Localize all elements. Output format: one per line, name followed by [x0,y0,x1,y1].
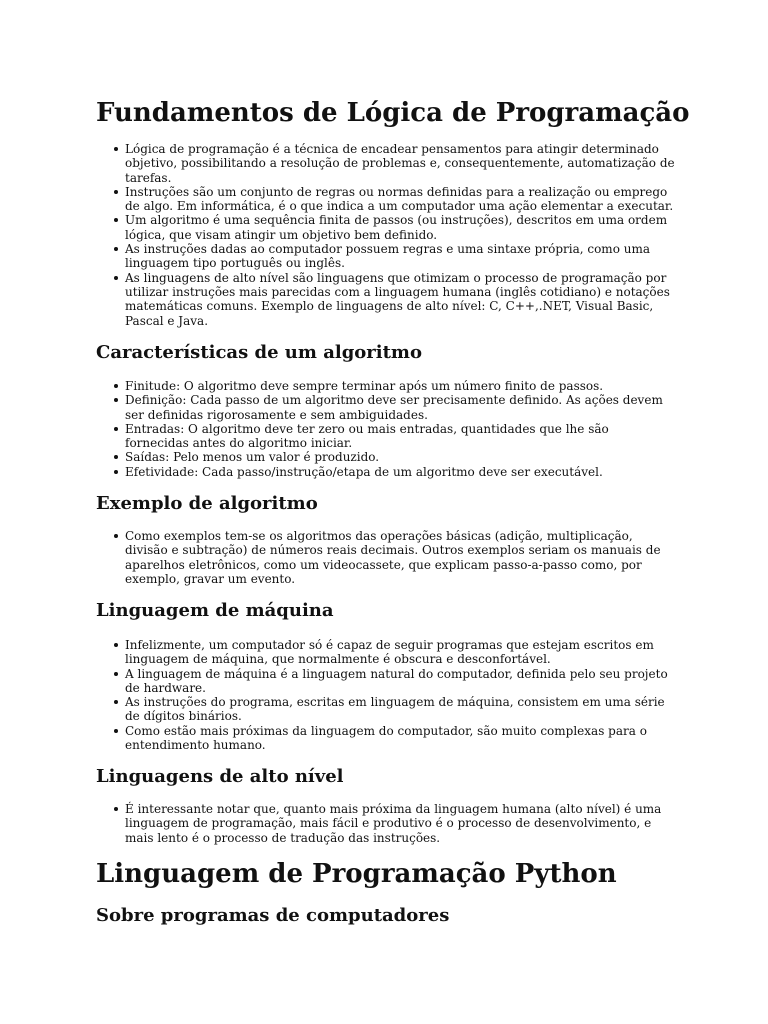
heading-python: Linguagem de Programação Python [96,859,617,889]
list-fundamentos [96,142,676,328]
heading-fundamentos: Fundamentos de Lógica de Programação [96,98,690,128]
list-item: Como estão mais próximas da linguagem do computador, são muito complexas para o entendimento humano. [125,724,676,753]
list-item: Um algoritmo é uma sequência finita de passos (ou instruções), descritos em uma ordem lógica, que visam atingir um objetivo bem definido. [125,213,676,242]
list-item: Infelizmente, um computador só é capaz de seguir programas que estejam escritos em linguagem de máquina, que normalmente é obscura e desconfortável. [125,638,676,667]
list-exemplo [96,529,676,586]
list-item: Instruções são um conjunto de regras ou normas definidas para a realização ou emprego de algo. Em informática, é o que indica a um computador uma ação elementar a executar. [125,185,676,214]
list-item: Definição: Cada passo de um algoritmo deve ser precisamente definido. As ações devem ser definidas rigorosamente e sem ambiguidades. [125,393,676,422]
list-item: Como exemplos tem-se os algoritmos das operações básicas (adição, multiplicação, divisão e subtração) de números reais decimais. Outros exemplos seriam os manuais de aparelhos eletrônicos, como um videocassete, que explicam passo-a-passo como, por exemplo, gravar um evento. [125,529,676,586]
list-item: Entradas: O algoritmo deve ter zero ou mais entradas, quantidades que lhe são fornecidas antes do algoritmo iniciar. [125,422,676,451]
list-item: Saídas: Pelo menos um valor é produzido. [125,450,676,464]
list-item: Finitude: O algoritmo deve sempre terminar após um número finito de passos. [125,379,676,393]
list-alto-nivel [96,802,676,845]
heading-sobre-programas: Sobre programas de computadores [96,905,450,926]
heading-linguagem-maquina: Linguagem de máquina [96,600,334,621]
list-item: Efetividade: Cada passo/instrução/etapa de um algoritmo deve ser executável. [125,465,676,479]
heading-exemplo: Exemplo de algoritmo [96,493,318,514]
heading-caracteristicas: Características de um algoritmo [96,342,422,363]
list-item: As linguagens de alto nível são linguagens que otimizam o processo de programação por utilizar instruções mais parecidas com a linguagem humana (inglês cotidiano) e notações matemáticas comuns. Exemplo de linguagens de alto nível: C, C++,.NET, Visual Basic, Pascal e Java. [125,271,676,328]
list-linguagem-maquina [96,638,676,752]
heading-alto-nivel: Linguagens de alto nível [96,766,344,787]
list-item: As instruções dadas ao computador possuem regras e uma sintaxe própria, como uma linguagem tipo português ou inglês. [125,242,676,271]
list-caracteristicas [96,379,676,479]
list-item: As instruções do programa, escritas em linguagem de máquina, consistem em uma série de dígitos binários. [125,695,676,724]
list-item: A linguagem de máquina é a linguagem natural do computador, definida pelo seu projeto de hardware. [125,667,676,696]
list-item: Lógica de programação é a técnica de encadear pensamentos para atingir determinado objetivo, possibilitando a resolução de problemas e, consequentemente, automatização de tarefas. [125,142,675,185]
list-item: É interessante notar que, quanto mais próxima da linguagem humana (alto nível) é uma linguagem de programação, mais fácil e produtivo é o processo de desenvolvimento, e mais lento é o processo de tradução das instruções. [125,802,676,845]
